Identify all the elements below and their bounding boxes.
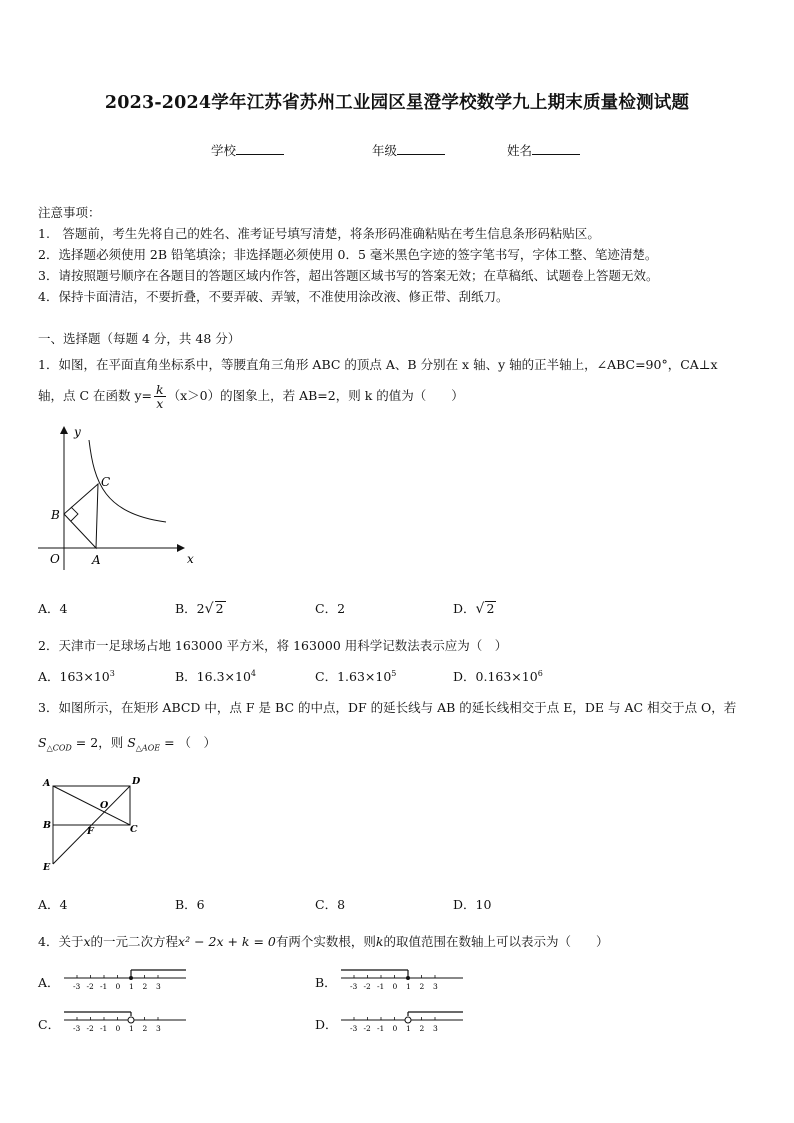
q4-tick-label: 3: [156, 982, 161, 991]
q1-label-A: A: [92, 553, 101, 567]
q4-tick-label: -3: [73, 982, 81, 991]
school-field[interactable]: [211, 141, 284, 159]
q1-option-b-pre: B．2: [175, 601, 205, 616]
q4-tick-label: 3: [156, 1024, 161, 1033]
q1-line1: 1．如图，在平面直角坐标系中，等腰直角三角形 ABC 的顶点 A、B 分别在 x 轴、y 轴的正半轴上，∠ABC=90°，CA⊥x: [38, 357, 718, 372]
q4-tick-label: 2: [419, 1024, 425, 1033]
q4-tick-label: -2: [363, 1024, 371, 1033]
q4-option-c-label[interactable]: C．: [38, 1017, 61, 1032]
q1-label-B: B: [51, 508, 60, 522]
page-title: 2023-2024学年江苏省苏州工业园区星澄学校数学九上期末质量检测试题: [104, 93, 690, 113]
q4-tick-label: -1: [100, 982, 108, 991]
q4-tick-label: 1: [129, 1024, 134, 1033]
q4-tick-label: -3: [350, 1024, 358, 1033]
q4-tick-label: 0: [392, 982, 398, 991]
q4-tick-label: 2: [142, 982, 148, 991]
q1-fraction: [154, 383, 166, 410]
q2-option-a[interactable]: [38, 667, 115, 685]
q2-option-b-base: B．16.3×10: [175, 669, 251, 684]
notice-item-1: 1. 答题前，考生先将自己的姓名、准考证号填写清楚，将条形码准确粘贴在考生信息条形码粘贴区。: [38, 226, 600, 241]
q3-label-D: D: [132, 776, 141, 787]
notice-item-4: 4．保持卡面清洁，不要折叠，不要弄破、弄皱，不准使用涂改液、修正带、刮纸刀。: [38, 289, 509, 304]
q2-text: 2．天津市一足球场占地 163000 平方米，将 163000 用科学记数法表示应为（ ）: [38, 638, 508, 653]
q4-ticks-a: [73, 975, 161, 991]
q1-frac-num: k: [156, 382, 164, 397]
q1-figure: [34, 422, 204, 572]
q2-option-b[interactable]: [175, 667, 256, 685]
q4-mid1: 的一元二次方程: [90, 934, 179, 949]
q4-a-point: [129, 976, 133, 980]
q4-numberline-a[interactable]: [62, 966, 192, 992]
q2-option-d-base: D．0.163×10: [453, 669, 538, 684]
q4-mid2: 有两个实数根，则: [275, 934, 376, 949]
q1-line2: [38, 383, 464, 410]
q4-tick-label: -1: [377, 1024, 385, 1033]
q3-s1: S: [38, 735, 47, 750]
q3-option-d[interactable]: D．10: [453, 897, 492, 912]
q3-label-B: B: [43, 820, 52, 831]
grade-label: 年级: [372, 143, 398, 158]
q3-label-O: O: [100, 800, 109, 811]
notice-heading: 注意事项：: [38, 205, 101, 220]
notice-item-3: 3．请按照题号顺序在各题目的答题区域内作答，超出答题区域书写的答案无效；在草稿纸、试题卷上答题无效。: [38, 268, 659, 283]
q1-option-a[interactable]: A．4: [38, 601, 68, 616]
q4-tick-label: -1: [377, 982, 385, 991]
q3-label-A: A: [43, 778, 51, 789]
q1-label-O: O: [50, 552, 60, 566]
q4-tick-label: -3: [350, 982, 358, 991]
q3-eq1: = 2: [71, 735, 99, 750]
q1-line2-a: 轴，点 C 在函数 y=: [38, 388, 153, 403]
q3-diagonal-ac: [53, 786, 130, 825]
q4-text: [38, 932, 609, 950]
q1-label-y: y: [74, 425, 81, 439]
q4-tick-label: 3: [433, 982, 438, 991]
q3-s1-sub: △COD: [46, 743, 72, 753]
q1-triangle: [64, 484, 98, 548]
q4-tick-label: 3: [433, 1024, 438, 1033]
q4-post: 的取值范围在数轴上可以表示为（ ）: [383, 934, 609, 949]
q4-equation: x² − 2x + k = 0: [178, 934, 276, 949]
q4-tick-label: -2: [86, 1024, 94, 1033]
q3-option-c[interactable]: C．8: [315, 897, 346, 912]
q2-option-a-exp: 3: [109, 668, 115, 678]
q4-tick-label: 0: [115, 1024, 121, 1033]
q1-option-d-pre: D．: [453, 601, 476, 616]
q2-option-d[interactable]: [453, 667, 543, 685]
q4-tick-label: 2: [419, 982, 425, 991]
q4-tick-label: -1: [100, 1024, 108, 1033]
q4-tick-label: 1: [406, 1024, 411, 1033]
q3-mid: ，则: [98, 735, 128, 750]
q1-option-b-rad: 2: [215, 601, 224, 616]
q4-option-b-label[interactable]: B．: [315, 975, 337, 990]
q4-tick-label: 1: [406, 982, 411, 991]
section-heading: 一、选择题（每题 4 分，共 48 分）: [38, 331, 241, 346]
q1-option-d[interactable]: D．√ 2: [453, 601, 495, 617]
q4-d-point: [405, 1017, 411, 1023]
q3-option-a[interactable]: A．4: [38, 897, 68, 912]
q1-option-b[interactable]: B．2√ 2: [175, 601, 224, 617]
q4-numberline-d[interactable]: [339, 1008, 469, 1034]
q4-tick-label: -2: [363, 982, 371, 991]
q2-option-a-base: A．163×10: [38, 669, 110, 684]
q3-label-F: F: [87, 826, 94, 837]
q4-tick-label: -3: [73, 1024, 81, 1033]
q4-x: x: [83, 934, 91, 949]
q3-line2: [38, 733, 216, 751]
q4-tick-label: 1: [129, 982, 134, 991]
q3-s2-sub: △AOE: [135, 743, 161, 753]
q2-option-b-exp: 4: [250, 668, 256, 678]
q1-frac-den: x: [156, 396, 164, 411]
q4-tick-label: -2: [86, 982, 94, 991]
q4-numberline-c[interactable]: [62, 1008, 192, 1034]
q4-c-point: [128, 1017, 134, 1023]
q4-tick-label: 0: [392, 1024, 398, 1033]
q3-s2: S: [127, 735, 136, 750]
q4-b-point: [406, 976, 410, 980]
q4-option-d-label[interactable]: D．: [315, 1017, 338, 1032]
school-label: 学校: [211, 143, 237, 158]
grade-field[interactable]: [372, 141, 445, 159]
q4-tick-label: 0: [115, 982, 121, 991]
q2-option-c-base: C．1.63×10: [315, 669, 392, 684]
q4-tick-label: 2: [142, 1024, 148, 1033]
q1-label-x: x: [187, 552, 194, 566]
q4-numberline-b[interactable]: [339, 966, 469, 992]
q1-label-C: C: [101, 475, 111, 489]
name-label: 姓名: [507, 143, 533, 158]
q4-ticks-b: [350, 975, 438, 991]
name-field[interactable]: [507, 141, 580, 159]
q4-k: k: [375, 934, 384, 949]
q4-ticks-d: [350, 1017, 438, 1033]
q3-label-C: C: [130, 824, 138, 835]
q4-ticks-c: [73, 1017, 161, 1033]
q3-figure: [34, 773, 154, 873]
q4-option-a-label[interactable]: A．: [38, 975, 60, 990]
q3-eq2: = （ ）: [160, 735, 217, 750]
q3-line1: 3．如图所示，在矩形 ABCD 中，点 F 是 BC 的中点，DF 的延长线与 AB 的延长线相交于点 E，DE 与 AC 相交于点 O，若: [38, 700, 737, 715]
q1-line2-b: （x＞0）的图象上，若 AB=2，则 k 的值为（ ）: [167, 388, 464, 403]
notice-item-2: 2．选择题必须使用 2B 铅笔填涂；非选择题必须使用 0．5 毫米黑色字迹的签字笔书写，字体工整、笔迹清楚。: [38, 247, 658, 262]
q1-right-angle-mark: [71, 507, 78, 521]
q2-option-d-exp: 6: [537, 668, 543, 678]
q2-option-c[interactable]: [315, 667, 396, 685]
q1-option-c[interactable]: C．2: [315, 601, 346, 616]
q2-option-c-exp: 5: [391, 668, 397, 678]
q3-label-E: E: [43, 862, 51, 873]
q1-option-d-rad: 2: [486, 601, 495, 616]
q4-pre: 4．关于: [38, 934, 84, 949]
q3-option-b[interactable]: B．6: [175, 897, 205, 912]
